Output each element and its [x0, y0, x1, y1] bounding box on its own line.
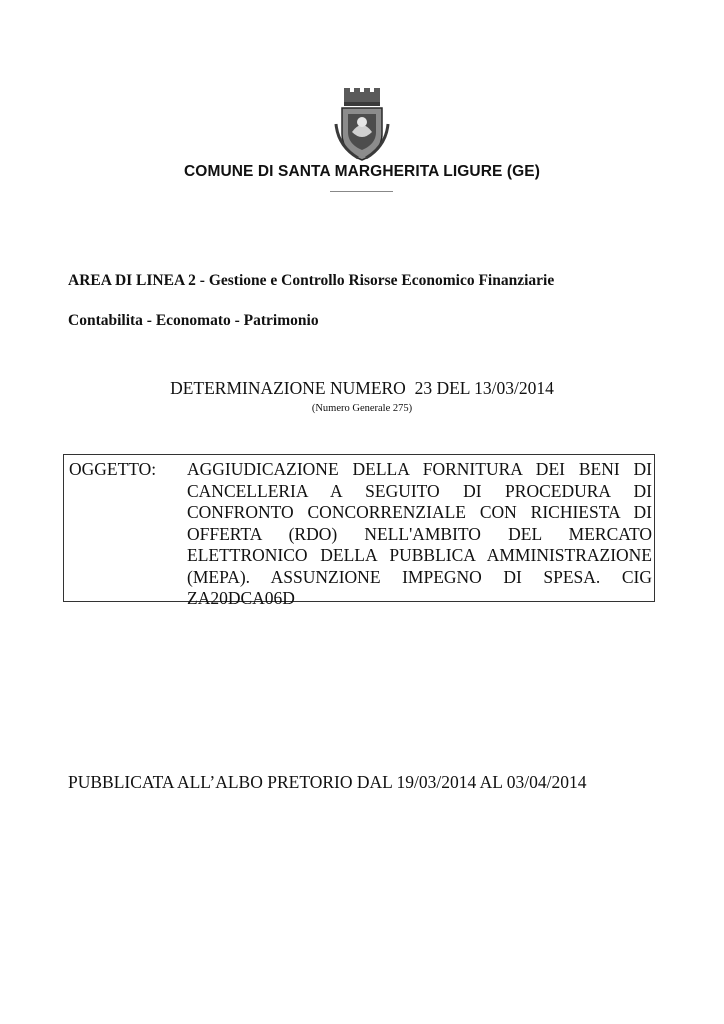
subject-line: OFFERTA (RDO) NELL'AMBITO DEL MERCATO	[187, 523, 652, 544]
municipality-name: COMUNE DI SANTA MARGHERITA LIGURE (GE)	[184, 163, 540, 180]
header-divider	[330, 191, 393, 192]
determination-title: DETERMINAZIONE NUMERO 23 DEL 13/03/2014	[170, 378, 554, 398]
department-office: Contabilita - Economato - Patrimonio	[68, 312, 319, 329]
subject-text	[187, 459, 652, 610]
subject-line: CONFRONTO CONCORRENZIALE CON RICHIESTA DI	[187, 502, 652, 522]
subject-box	[63, 454, 655, 608]
subject-line: ELETTRONICO DELLA PUBBLICA AMMINISTRAZIONE	[187, 545, 652, 565]
subject-line: AGGIUDICAZIONE DELLA FORNITURA DEI BENI DI	[187, 459, 652, 479]
subject-line: ZA20DCA06D	[187, 588, 295, 608]
subject-line: (MEPA). ASSUNZIONE IMPEGNO DI SPESA. CIG	[187, 566, 652, 587]
subject-label: OGGETTO:	[69, 459, 157, 479]
subject-line: CANCELLERIA A SEGUITO DI PROCEDURA DI	[187, 480, 652, 501]
general-number: (Numero Generale 275)	[311, 403, 413, 414]
coat-of-arms-icon	[330, 84, 394, 164]
department-area: AREA DI LINEA 2 - Gestione e Controllo Risorse Economico Finanziarie	[68, 272, 555, 289]
publication-notice: PUBBLICATA ALL’ALBO PRETORIO DAL 19/03/2014 AL 03/04/2014	[68, 772, 587, 792]
